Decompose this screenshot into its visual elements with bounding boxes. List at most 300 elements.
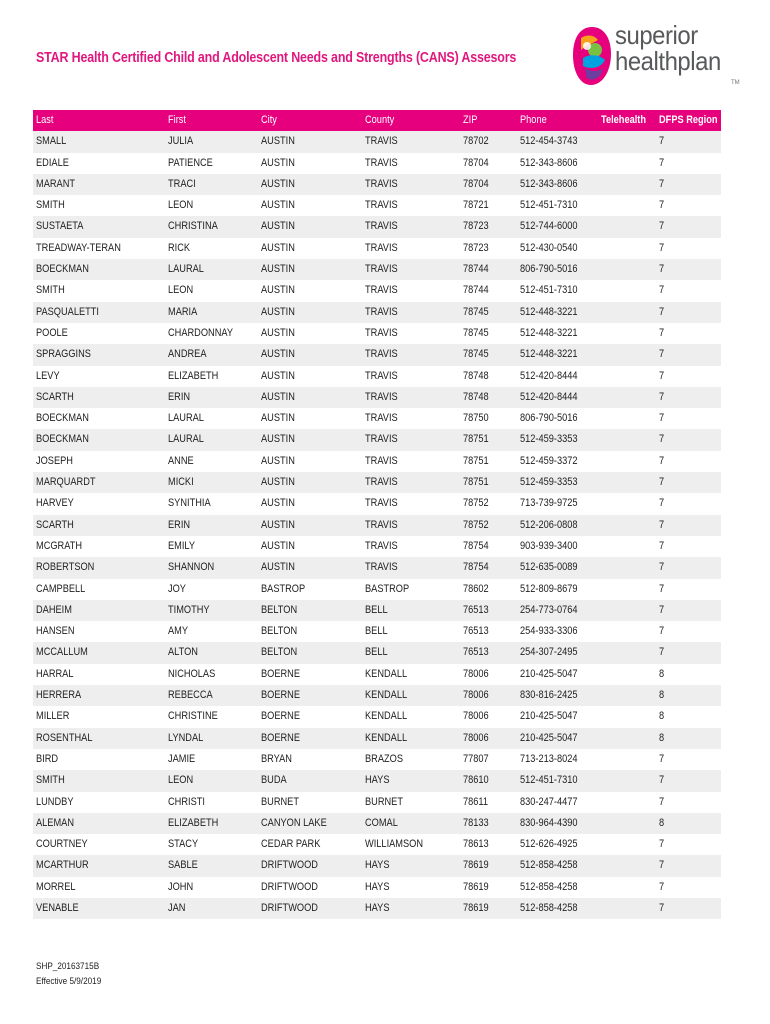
cell-city: BELTON	[261, 625, 298, 638]
cell-first: ANNE	[168, 454, 194, 467]
cell-telehealth	[598, 216, 656, 237]
table-row	[33, 195, 721, 216]
cell-telehealth	[598, 259, 656, 280]
cell-county: BELL	[365, 646, 388, 659]
cell-phone: 512-451-7310	[520, 284, 578, 297]
logo-line-healthplan: healthplan	[615, 46, 721, 76]
cell-last: HARVEY	[36, 497, 74, 510]
cell-city: AUSTIN	[261, 241, 295, 254]
cell-telehealth	[598, 898, 656, 919]
table-row	[33, 600, 721, 621]
cell-zip: 78752	[463, 518, 489, 531]
cell-telehealth	[598, 323, 656, 344]
cell-county: TRAVIS	[365, 284, 398, 297]
cell-telehealth	[598, 472, 656, 493]
cell-city: BELTON	[261, 603, 298, 616]
cell-dfps: 7	[659, 497, 665, 510]
cell-dfps: 7	[659, 412, 665, 425]
cell-city: AUSTIN	[261, 433, 295, 446]
table-row	[33, 834, 721, 855]
cell-zip: 78704	[463, 177, 489, 190]
cell-zip: 78704	[463, 156, 489, 169]
cell-telehealth	[598, 685, 656, 706]
cell-county: BELL	[365, 625, 388, 638]
table-row	[33, 387, 721, 408]
cell-city: AUSTIN	[261, 539, 295, 552]
cell-city: DRIFTWOOD	[261, 880, 318, 893]
cell-dfps: 7	[659, 348, 665, 361]
header-last: Last	[36, 114, 54, 126]
cell-last: SMALL	[36, 135, 67, 148]
cell-phone: 512-448-3221	[520, 305, 578, 318]
cell-last: HERRERA	[36, 689, 82, 702]
cell-first: LYNDAL	[168, 731, 204, 744]
cell-dfps: 7	[659, 774, 665, 787]
cell-telehealth	[598, 770, 656, 791]
cell-first: CHRISTINE	[168, 710, 218, 723]
cell-last: SMITH	[36, 284, 65, 297]
cell-last: DAHEIM	[36, 603, 72, 616]
cell-first: LEON	[168, 199, 194, 212]
cell-dfps: 7	[659, 838, 665, 851]
cell-last: ALEMAN	[36, 816, 75, 829]
table-row	[33, 621, 721, 642]
cell-first: LAURAL	[168, 263, 204, 276]
cell-telehealth	[598, 515, 656, 536]
cell-last: SCARTH	[36, 390, 74, 403]
cell-zip: 78748	[463, 390, 489, 403]
table-row	[33, 557, 721, 578]
table-row	[33, 855, 721, 876]
cell-first: SYNITHIA	[168, 497, 211, 510]
cell-last: MARANT	[36, 177, 76, 190]
cell-last: ROSENTHAL	[36, 731, 93, 744]
cell-zip: 78006	[463, 710, 489, 723]
cell-telehealth	[598, 579, 656, 600]
cell-last: ROBERTSON	[36, 561, 95, 574]
table-row	[33, 579, 721, 600]
cell-phone: 512-459-3353	[520, 433, 578, 446]
cell-dfps: 7	[659, 135, 665, 148]
cell-first: CHRISTI	[168, 795, 205, 808]
cell-city: BURNET	[261, 795, 299, 808]
cell-phone: 254-307-2495	[520, 646, 578, 659]
cell-phone: 830-816-2425	[520, 689, 578, 702]
cell-city: AUSTIN	[261, 220, 295, 233]
cell-zip: 78702	[463, 135, 489, 148]
cell-zip: 78745	[463, 305, 489, 318]
cell-phone: 512-858-4258	[520, 880, 578, 893]
cell-phone: 806-790-5016	[520, 263, 578, 276]
cell-county: TRAVIS	[365, 177, 398, 190]
cell-city: AUSTIN	[261, 412, 295, 425]
cell-dfps: 7	[659, 199, 665, 212]
cell-telehealth	[598, 813, 656, 834]
cell-dfps: 7	[659, 880, 665, 893]
cell-phone: 903-939-3400	[520, 539, 578, 552]
cell-county: KENDALL	[365, 667, 408, 680]
cell-first: LAURAL	[168, 433, 204, 446]
cell-first: JULIA	[168, 135, 194, 148]
cell-county: TRAVIS	[365, 561, 398, 574]
cell-telehealth	[598, 174, 656, 195]
table-row	[33, 366, 721, 387]
document-footer	[36, 959, 112, 989]
cell-first: AMY	[168, 625, 189, 638]
cell-dfps: 7	[659, 561, 665, 574]
cell-city: CANYON LAKE	[261, 816, 327, 829]
table-row	[33, 174, 721, 195]
cell-phone: 512-420-8444	[520, 390, 578, 403]
cell-telehealth	[598, 238, 656, 259]
cell-city: AUSTIN	[261, 199, 295, 212]
cell-zip: 77807	[463, 752, 489, 765]
cell-phone: 512-451-7310	[520, 199, 578, 212]
cell-first: ANDREA	[168, 348, 207, 361]
cell-last: BOECKMAN	[36, 263, 89, 276]
cell-dfps: 7	[659, 177, 665, 190]
cell-zip: 78619	[463, 859, 489, 872]
cell-first: TIMOTHY	[168, 603, 210, 616]
cell-telehealth	[598, 344, 656, 365]
cell-phone: 830-247-4477	[520, 795, 578, 808]
table-row	[33, 451, 721, 472]
cell-last: MARQUARDT	[36, 476, 96, 489]
cell-dfps: 7	[659, 305, 665, 318]
cell-last: PASQUALETTI	[36, 305, 99, 318]
table-row	[33, 493, 721, 514]
cell-city: AUSTIN	[261, 263, 295, 276]
table-row	[33, 280, 721, 301]
document-title: STAR Health Certified Child and Adolescent Needs and Strengths (CANS) Assesors	[36, 50, 517, 66]
cell-zip: 78133	[463, 816, 489, 829]
cell-dfps: 7	[659, 752, 665, 765]
cell-zip: 78745	[463, 348, 489, 361]
cell-phone: 512-858-4258	[520, 859, 578, 872]
cell-phone: 254-933-3306	[520, 625, 578, 638]
table-row	[33, 472, 721, 493]
cell-last: BIRD	[36, 752, 59, 765]
header-first: First	[168, 114, 186, 126]
cell-city: BELTON	[261, 646, 298, 659]
cell-dfps: 7	[659, 241, 665, 254]
cell-dfps: 8	[659, 710, 665, 723]
cell-dfps: 8	[659, 689, 665, 702]
cell-telehealth	[598, 749, 656, 770]
table-row	[33, 642, 721, 663]
table-row	[33, 813, 721, 834]
cell-county: TRAVIS	[365, 326, 398, 339]
cell-telehealth	[598, 195, 656, 216]
cell-phone: 254-773-0764	[520, 603, 578, 616]
cell-city: AUSTIN	[261, 305, 295, 318]
cell-city: DRIFTWOOD	[261, 901, 318, 914]
cell-first: ELIZABETH	[168, 369, 219, 382]
cell-dfps: 7	[659, 220, 665, 233]
cell-last: LEVY	[36, 369, 60, 382]
cell-city: AUSTIN	[261, 518, 295, 531]
cell-city: BOERNE	[261, 731, 301, 744]
cell-phone: 210-425-5047	[520, 731, 578, 744]
cell-county: KENDALL	[365, 710, 408, 723]
cell-county: TRAVIS	[365, 476, 398, 489]
cell-telehealth	[598, 408, 656, 429]
cell-phone: 512-459-3372	[520, 454, 578, 467]
cell-zip: 78744	[463, 263, 489, 276]
cell-city: CEDAR PARK	[261, 838, 321, 851]
cell-city: AUSTIN	[261, 476, 295, 489]
cell-zip: 78754	[463, 539, 489, 552]
cell-dfps: 7	[659, 582, 665, 595]
cell-zip: 76513	[463, 603, 489, 616]
cell-city: AUSTIN	[261, 156, 295, 169]
cell-city: BASTROP	[261, 582, 306, 595]
header-telehealth: Telehealth	[601, 114, 647, 126]
cell-county: HAYS	[365, 859, 390, 872]
cell-dfps: 8	[659, 731, 665, 744]
cell-first: LEON	[168, 284, 194, 297]
cell-county: HAYS	[365, 774, 390, 787]
cell-phone: 512-858-4258	[520, 901, 578, 914]
cell-last: MCCALLUM	[36, 646, 88, 659]
cell-first: CHRISTINA	[168, 220, 218, 233]
cell-dfps: 7	[659, 284, 665, 297]
cell-telehealth	[598, 493, 656, 514]
cell-first: CHARDONNAY	[168, 326, 234, 339]
cell-phone: 512-448-3221	[520, 348, 578, 361]
cell-phone: 512-448-3221	[520, 326, 578, 339]
cell-dfps: 7	[659, 539, 665, 552]
cell-telehealth	[598, 877, 656, 898]
cell-first: PATIENCE	[168, 156, 213, 169]
header-city: City	[261, 114, 277, 126]
table-row	[33, 323, 721, 344]
cell-first: ALTON	[168, 646, 198, 659]
cell-telehealth	[598, 834, 656, 855]
table-row	[33, 877, 721, 898]
cell-last: JOSEPH	[36, 454, 73, 467]
cell-city: BOERNE	[261, 689, 301, 702]
table-row	[33, 728, 721, 749]
cell-last: BOECKMAN	[36, 433, 89, 446]
table-row	[33, 259, 721, 280]
logo-line-superior: superior	[615, 20, 698, 50]
cell-county: TRAVIS	[365, 220, 398, 233]
cell-dfps: 7	[659, 518, 665, 531]
cell-zip: 78751	[463, 433, 489, 446]
cell-dfps: 7	[659, 901, 665, 914]
table-row	[33, 131, 721, 152]
cell-first: SHANNON	[168, 561, 215, 574]
cell-first: MARIA	[168, 305, 198, 318]
cell-zip: 78721	[463, 199, 489, 212]
cell-county: TRAVIS	[365, 305, 398, 318]
table-row	[33, 216, 721, 237]
cell-last: BOECKMAN	[36, 412, 89, 425]
cell-city: AUSTIN	[261, 135, 295, 148]
cell-telehealth	[598, 728, 656, 749]
cell-dfps: 7	[659, 454, 665, 467]
cell-zip: 78613	[463, 838, 489, 851]
cell-county: BASTROP	[365, 582, 410, 595]
cell-city: AUSTIN	[261, 454, 295, 467]
cell-city: AUSTIN	[261, 369, 295, 382]
cell-county: TRAVIS	[365, 156, 398, 169]
cell-last: COURTNEY	[36, 838, 88, 851]
cell-county: BURNET	[365, 795, 403, 808]
cell-phone: 713-739-9725	[520, 497, 578, 510]
cell-city: AUSTIN	[261, 348, 295, 361]
cell-telehealth	[598, 536, 656, 557]
table-row	[33, 664, 721, 685]
cell-county: TRAVIS	[365, 433, 398, 446]
cell-dfps: 7	[659, 156, 665, 169]
cell-dfps: 7	[659, 326, 665, 339]
cell-city: AUSTIN	[261, 497, 295, 510]
cell-county: TRAVIS	[365, 518, 398, 531]
cell-zip: 78723	[463, 241, 489, 254]
cell-zip: 76513	[463, 646, 489, 659]
cell-zip: 78619	[463, 880, 489, 893]
cell-zip: 78745	[463, 326, 489, 339]
cell-city: AUSTIN	[261, 390, 295, 403]
cell-city: AUSTIN	[261, 326, 295, 339]
cell-telehealth	[598, 302, 656, 323]
cell-county: TRAVIS	[365, 369, 398, 382]
cell-zip: 78751	[463, 454, 489, 467]
cell-phone: 512-459-3353	[520, 476, 578, 489]
cell-dfps: 7	[659, 646, 665, 659]
table-body	[33, 131, 721, 919]
cell-telehealth	[598, 387, 656, 408]
header-dfps-region: DFPS Region	[659, 114, 718, 126]
cell-county: KENDALL	[365, 689, 408, 702]
cell-first: TRACI	[168, 177, 196, 190]
cell-city: BOERNE	[261, 667, 301, 680]
cell-last: MCARTHUR	[36, 859, 89, 872]
cell-county: TRAVIS	[365, 348, 398, 361]
cell-last: POOLE	[36, 326, 68, 339]
cell-zip: 78006	[463, 689, 489, 702]
cell-last: SPRAGGINS	[36, 348, 91, 361]
cell-first: REBECCA	[168, 689, 213, 702]
cell-last: TREADWAY-TERAN	[36, 241, 121, 254]
cell-zip: 76513	[463, 625, 489, 638]
cell-telehealth	[598, 280, 656, 301]
cell-phone: 830-964-4390	[520, 816, 578, 829]
cell-telehealth	[598, 429, 656, 450]
table-row	[33, 429, 721, 450]
table-row	[33, 792, 721, 813]
header-zip: ZIP	[463, 114, 478, 126]
superior-healthplan-logo	[571, 22, 741, 90]
cell-last: CAMPBELL	[36, 582, 86, 595]
cell-telehealth	[598, 153, 656, 174]
cell-first: NICHOLAS	[168, 667, 216, 680]
cell-telehealth	[598, 131, 656, 152]
cell-first: ERIN	[168, 390, 191, 403]
cell-telehealth	[598, 600, 656, 621]
cell-dfps: 7	[659, 263, 665, 276]
cell-county: BRAZOS	[365, 752, 403, 765]
cell-city: AUSTIN	[261, 561, 295, 574]
cell-city: AUSTIN	[261, 177, 295, 190]
table-row	[33, 749, 721, 770]
cell-first: STACY	[168, 838, 199, 851]
cell-dfps: 8	[659, 667, 665, 680]
cell-first: ELIZABETH	[168, 816, 219, 829]
table-row	[33, 153, 721, 174]
cell-phone: 512-744-6000	[520, 220, 578, 233]
cell-phone: 210-425-5047	[520, 667, 578, 680]
cell-county: TRAVIS	[365, 241, 398, 254]
cell-dfps: 7	[659, 390, 665, 403]
document-code: SHP_20163715B	[36, 961, 100, 972]
header-phone: Phone	[520, 114, 547, 126]
table-row	[33, 302, 721, 323]
cell-dfps: 7	[659, 859, 665, 872]
cell-telehealth	[598, 855, 656, 876]
cell-county: WILLIAMSON	[365, 838, 424, 851]
cell-dfps: 7	[659, 476, 665, 489]
cell-zip: 78610	[463, 774, 489, 787]
table-row	[33, 898, 721, 919]
cell-zip: 78006	[463, 731, 489, 744]
effective-date: Effective 5/9/2019	[36, 976, 102, 987]
cell-county: TRAVIS	[365, 454, 398, 467]
cell-dfps: 7	[659, 603, 665, 616]
cell-city: AUSTIN	[261, 284, 295, 297]
cell-county: COMAL	[365, 816, 398, 829]
cell-city: DRIFTWOOD	[261, 859, 318, 872]
cell-dfps: 7	[659, 433, 665, 446]
cell-zip: 78754	[463, 561, 489, 574]
cell-first: JOHN	[168, 880, 194, 893]
cell-telehealth	[598, 621, 656, 642]
cell-last: LUNDBY	[36, 795, 74, 808]
logo-trademark: TM	[731, 80, 740, 86]
cell-first: LAURAL	[168, 412, 204, 425]
cell-last: MORREL	[36, 880, 76, 893]
cell-first: JOY	[168, 582, 186, 595]
cell-phone: 512-454-3743	[520, 135, 578, 148]
header-county: County	[365, 114, 395, 126]
cell-first: EMILY	[168, 539, 196, 552]
cell-telehealth	[598, 664, 656, 685]
cell-phone: 512-635-0089	[520, 561, 578, 574]
table-row	[33, 408, 721, 429]
cell-county: BELL	[365, 603, 388, 616]
table-header-row	[33, 110, 721, 131]
cell-phone: 512-206-0808	[520, 518, 578, 531]
table-row	[33, 770, 721, 791]
cell-county: TRAVIS	[365, 390, 398, 403]
cell-dfps: 7	[659, 369, 665, 382]
cell-dfps: 7	[659, 795, 665, 808]
cell-phone: 512-343-8606	[520, 177, 578, 190]
cell-zip: 78752	[463, 497, 489, 510]
table-row	[33, 706, 721, 727]
cell-zip: 78723	[463, 220, 489, 233]
table-row	[33, 344, 721, 365]
cell-phone: 512-809-8679	[520, 582, 578, 595]
table-row	[33, 536, 721, 557]
cell-zip: 78750	[463, 412, 489, 425]
cell-phone: 713-213-8024	[520, 752, 578, 765]
cell-first: RICK	[168, 241, 191, 254]
cell-dfps: 7	[659, 625, 665, 638]
cell-first: ERIN	[168, 518, 191, 531]
